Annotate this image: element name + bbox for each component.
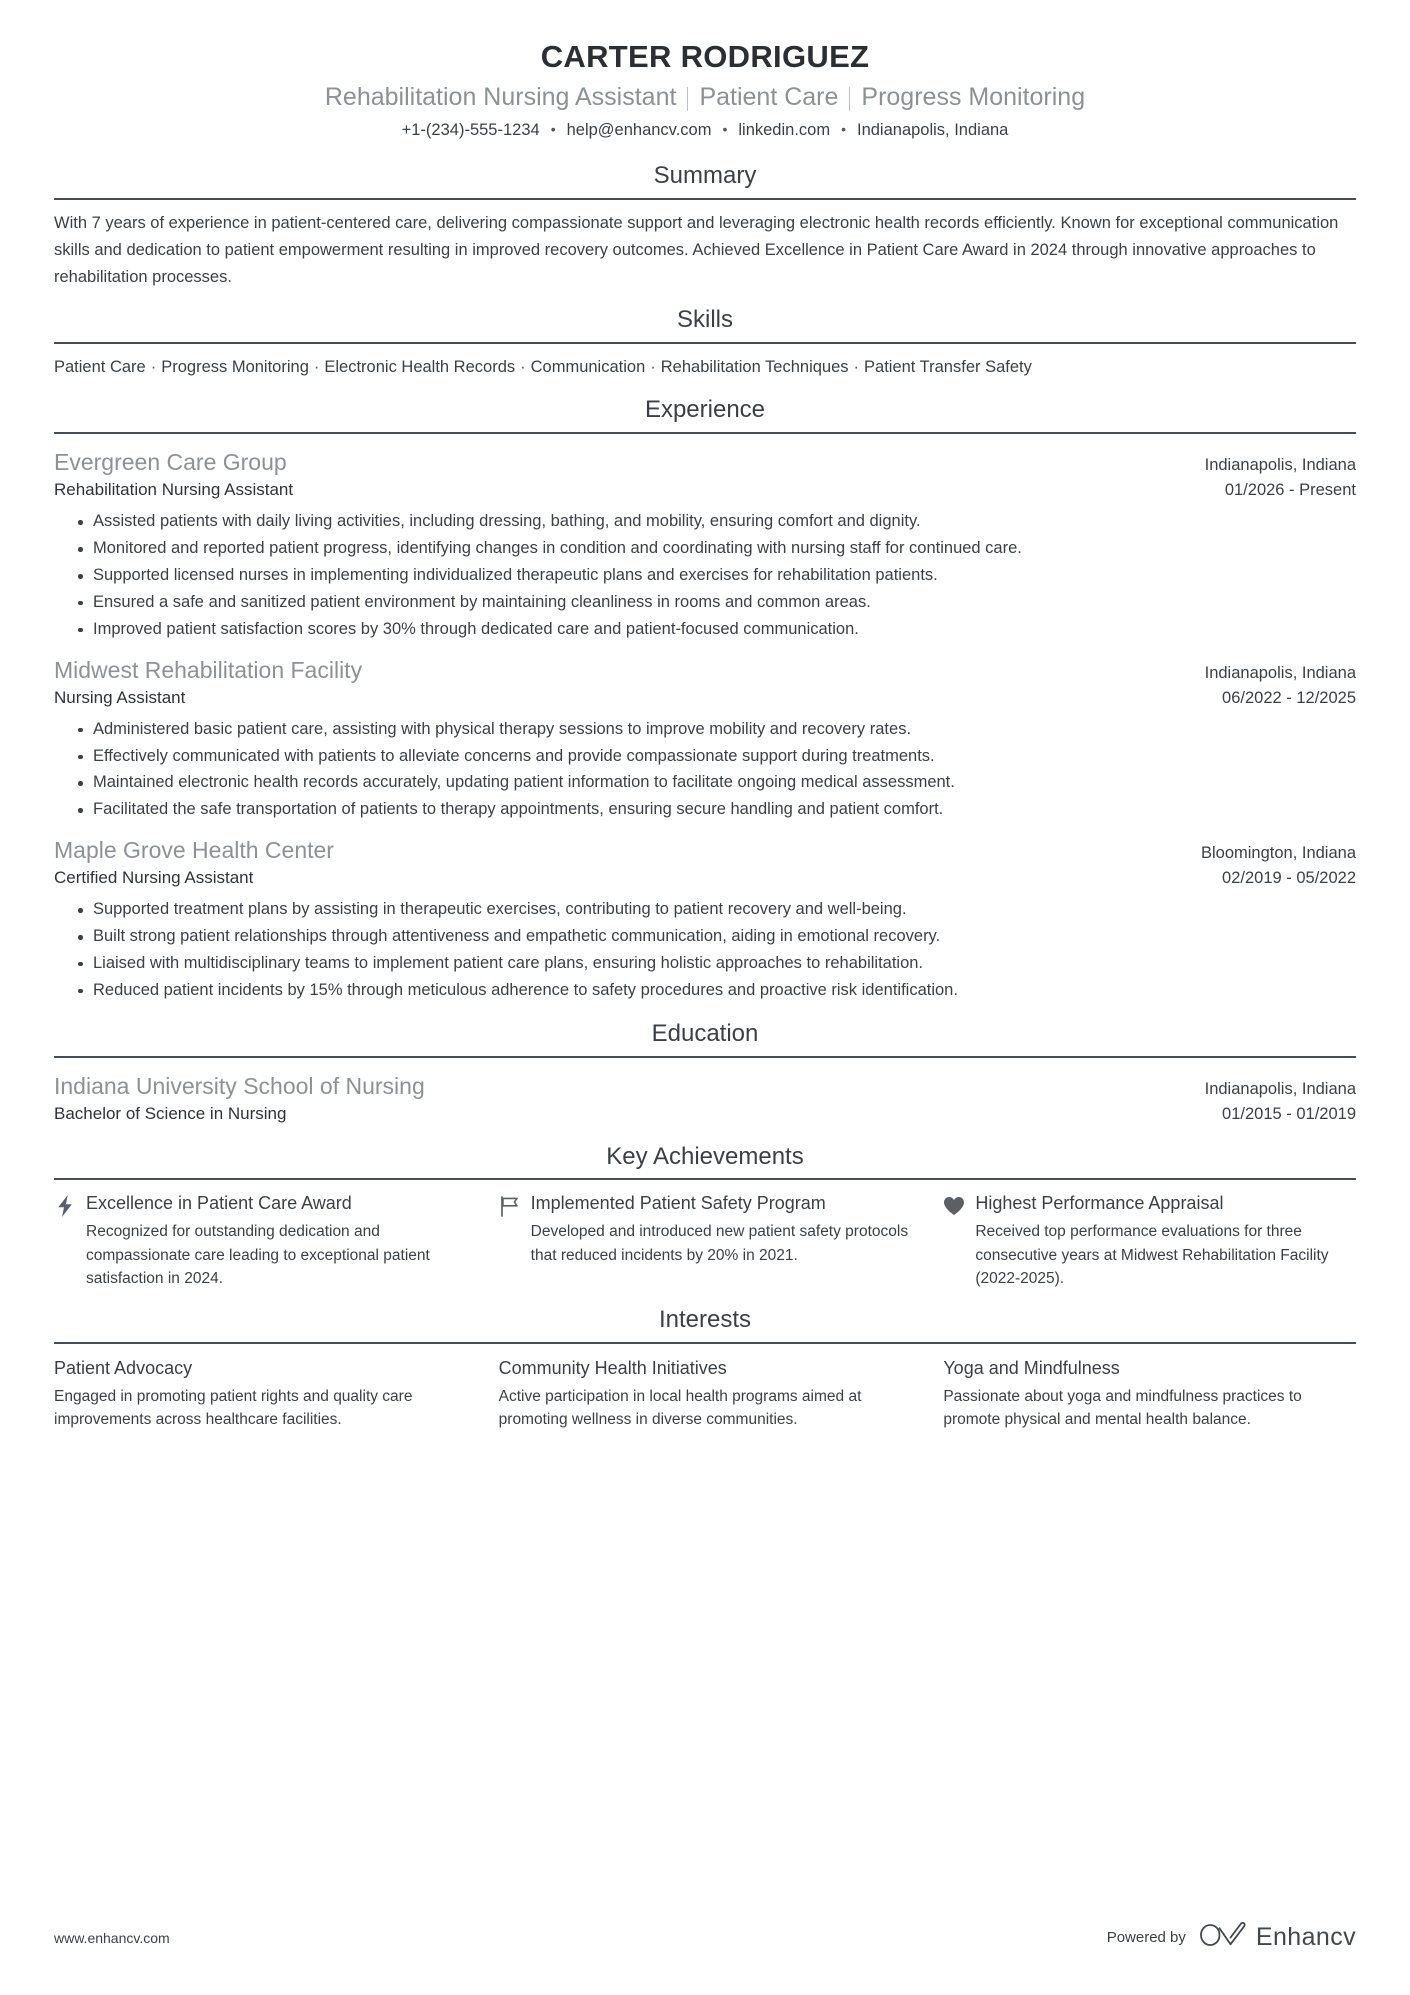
achievement-description: Recognized for outstanding dedication and compassionate care leading to exceptional patient satisfaction in 2024. — [86, 1223, 430, 1287]
skill-item: Progress Monitoring — [161, 358, 309, 377]
section-summary — [54, 162, 1356, 290]
entry-bullet-list — [54, 509, 1356, 642]
professional-headline — [54, 81, 1356, 114]
section-heading-education: Education — [651, 1019, 759, 1047]
section-heading-interests: Interests — [658, 1306, 752, 1334]
list-item: Reduced patient incidents by 15% through meticulous adherence to safety procedures and proactive risk identification. — [78, 978, 1356, 1004]
list-item: Liaised with multidisciplinary teams to implement patient care plans, ensuring holistic approaches to rehabilitation. — [78, 951, 1356, 977]
interest-item — [943, 1356, 1356, 1432]
skill-item: Patient Care — [54, 358, 146, 377]
infinity-loop-icon — [1199, 1922, 1247, 1953]
skill-item: Communication — [530, 358, 646, 377]
interest-item — [499, 1356, 912, 1432]
entry-role: Nursing Assistant — [54, 687, 186, 707]
entry-subheader-row — [54, 478, 1356, 503]
entry — [54, 644, 1356, 824]
headline-divider — [849, 87, 850, 111]
entry-bullet-list — [54, 717, 1356, 824]
page-title: CARTER RODRIGUEZ — [540, 39, 870, 74]
entry-bullet-list — [54, 897, 1356, 1004]
list-item: Facilitated the safe transportation of patients to therapy appointments, ensuring secure handling and patient comfort. — [78, 797, 1356, 823]
entry-location: Indianapolis, Indiana — [1204, 1079, 1356, 1098]
interest-title: Community Health Initiatives — [498, 1357, 727, 1378]
footer-url[interactable]: www.enhancv.com — [54, 1929, 170, 1946]
entry-dates: 01/2026 - Present — [1224, 481, 1356, 500]
entry-header-row — [54, 447, 1356, 478]
section-heading-skills: Skills — [676, 306, 733, 334]
section-education — [54, 1020, 1356, 1127]
list-item: Supported licensed nurses in implementing individualized therapeutic plans and exercises for rehabilitation patients. — [78, 563, 1356, 589]
entry — [54, 824, 1356, 1004]
section-heading-key-achievements: Key Achievements — [606, 1142, 804, 1170]
interest-description: Engaged in promoting patient rights and quality care improvements across healthcare facilities. — [54, 1388, 413, 1429]
achievement-body — [531, 1192, 912, 1266]
headline-part-2: Progress Monitoring — [861, 82, 1086, 111]
headline-divider — [687, 87, 688, 111]
education-entries — [54, 1058, 1356, 1127]
interest-title: Patient Advocacy — [54, 1357, 193, 1378]
section-skills — [54, 306, 1356, 380]
skill-separator: · — [313, 358, 320, 377]
section-heading-summary: Summary — [653, 162, 757, 190]
contact-separator-icon: • — [550, 121, 556, 137]
list-item: Improved patient satisfaction scores by 30% through dedicated care and patient-focused communication. — [78, 617, 1356, 643]
list-item: Assisted patients with daily living activities, including dressing, bathing, and mobility, ensuring comfort and dignity. — [78, 509, 1356, 535]
page-footer — [54, 1922, 1356, 1953]
entry-role: Rehabilitation Nursing Assistant — [54, 480, 294, 500]
achievement-title: Excellence in Patient Care Award — [86, 1193, 352, 1214]
entry-organization: Maple Grove Health Center — [54, 837, 334, 864]
contact-separator-icon: • — [841, 121, 846, 137]
list-item: Ensured a safe and sanitized patient environment by maintaining cleanliness in rooms and common areas. — [78, 590, 1356, 616]
skill-item: Rehabilitation Techniques — [660, 358, 849, 377]
achievement-item — [943, 1192, 1356, 1290]
contact-phone: +1-(234)-555-1234 — [401, 121, 540, 140]
achievement-item — [54, 1192, 467, 1290]
entry-location: Indianapolis, Indiana — [1204, 456, 1356, 475]
headline-part-1: Patient Care — [699, 82, 839, 111]
powered-by-label: Powered by — [1106, 1929, 1186, 1946]
enhancv-logo — [1199, 1922, 1356, 1953]
list-item: Maintained electronic health records accurately, updating patient information to facilitate ongoing medical assessment. — [78, 770, 1356, 796]
entry-dates: 02/2019 - 05/2022 — [1222, 869, 1356, 888]
list-item: Built strong patient relationships through attentiveness and empathetic communication, aiding in emotional recovery. — [78, 924, 1356, 950]
entry-location: Bloomington, Indiana — [1200, 844, 1356, 863]
flag-icon — [499, 1192, 521, 1218]
skill-separator: · — [650, 358, 656, 377]
achievement-body — [86, 1192, 467, 1290]
section-key-achievements — [54, 1143, 1356, 1290]
skills-list — [54, 344, 1356, 380]
skill-separator: · — [150, 358, 157, 377]
entry-location: Indianapolis, Indiana — [1204, 663, 1356, 682]
entry-role: Bachelor of Science in Nursing — [54, 1103, 287, 1123]
contact-info — [54, 119, 1356, 142]
contact-linkedin[interactable]: linkedin.com — [738, 121, 831, 140]
entry — [54, 434, 1356, 642]
heart-icon — [943, 1192, 965, 1218]
list-item: Supported treatment plans by assisting in therapeutic exercises, contributing to patient recovery and well-being. — [78, 897, 1356, 923]
contact-location: Indianapolis, Indiana — [856, 121, 1009, 140]
entry-role: Certified Nursing Assistant — [54, 868, 254, 888]
skill-separator: · — [520, 358, 526, 377]
entry-dates: 01/2015 - 01/2019 — [1222, 1104, 1356, 1123]
section-heading-experience: Experience — [644, 396, 766, 424]
entry-subheader-row — [54, 866, 1356, 891]
entry-organization: Evergreen Care Group — [54, 449, 287, 476]
list-item: Administered basic patient care, assisting with physical therapy sessions to improve mobility and recovery rates. — [78, 717, 1356, 743]
achievement-description: Received top performance evaluations for three consecutive years at Midwest Rehabilitation Facility (2022-2025). — [975, 1223, 1329, 1287]
achievement-description: Developed and introduced new patient safety protocols that reduced incidents by 20% in 2021. — [530, 1223, 909, 1264]
list-item: Effectively communicated with patients to alleviate concerns and provide compassionate support during treatments. — [78, 744, 1356, 770]
lightning-bolt-icon — [54, 1192, 76, 1218]
entry-dates: 06/2022 - 12/2025 — [1222, 688, 1356, 707]
achievement-body — [975, 1192, 1356, 1290]
achievement-title: Implemented Patient Safety Program — [530, 1193, 826, 1214]
interest-description: Passionate about yoga and mindfulness practices to promote physical and mental health balance. — [943, 1388, 1302, 1429]
section-interests — [54, 1306, 1356, 1432]
achievements-grid — [54, 1180, 1356, 1290]
skill-item: Electronic Health Records — [324, 358, 516, 377]
entry-header-row — [54, 1071, 1356, 1102]
entry-header-row — [54, 655, 1356, 686]
contact-email[interactable]: help@enhancv.com — [566, 121, 712, 140]
headline-part-0: Rehabilitation Nursing Assistant — [324, 82, 677, 111]
entry-organization: Midwest Rehabilitation Facility — [54, 656, 363, 683]
entry — [54, 1058, 1356, 1127]
achievement-item — [499, 1192, 912, 1290]
entry-subheader-row — [54, 686, 1356, 711]
contact-separator-icon: • — [722, 121, 728, 137]
interest-title: Yoga and Mindfulness — [943, 1357, 1120, 1378]
summary-text: With 7 years of experience in patient-centered care, delivering compassionate support and leveraging electronic health records efficiently. Known for exceptional communication skills and dedication to patient empowerment resulting in improved recovery outcomes. Achieved Excellence in Patient Care Award in 2024 through innovative approaches to rehabilitation processes. — [54, 214, 1339, 286]
list-item: Monitored and reported patient progress, identifying changes in condition and coordinating with nursing staff for continued care. — [78, 536, 1356, 562]
resume-header — [54, 38, 1356, 146]
skill-item: Patient Transfer Safety — [864, 358, 1032, 377]
entry-header-row — [54, 835, 1356, 866]
skill-separator: · — [853, 358, 860, 377]
brand-name: Enhancv — [1255, 1923, 1356, 1951]
experience-entries — [54, 434, 1356, 1003]
powered-by — [1107, 1922, 1356, 1953]
interest-description: Active participation in local health programs aimed at promoting wellness in diverse communities. — [498, 1388, 862, 1429]
interests-grid — [54, 1344, 1356, 1432]
entry-organization: Indiana University School of Nursing — [54, 1072, 425, 1099]
interest-item — [54, 1356, 467, 1432]
achievement-title: Highest Performance Appraisal — [975, 1193, 1224, 1214]
entry-subheader-row — [54, 1102, 1356, 1127]
section-experience — [54, 396, 1356, 1003]
